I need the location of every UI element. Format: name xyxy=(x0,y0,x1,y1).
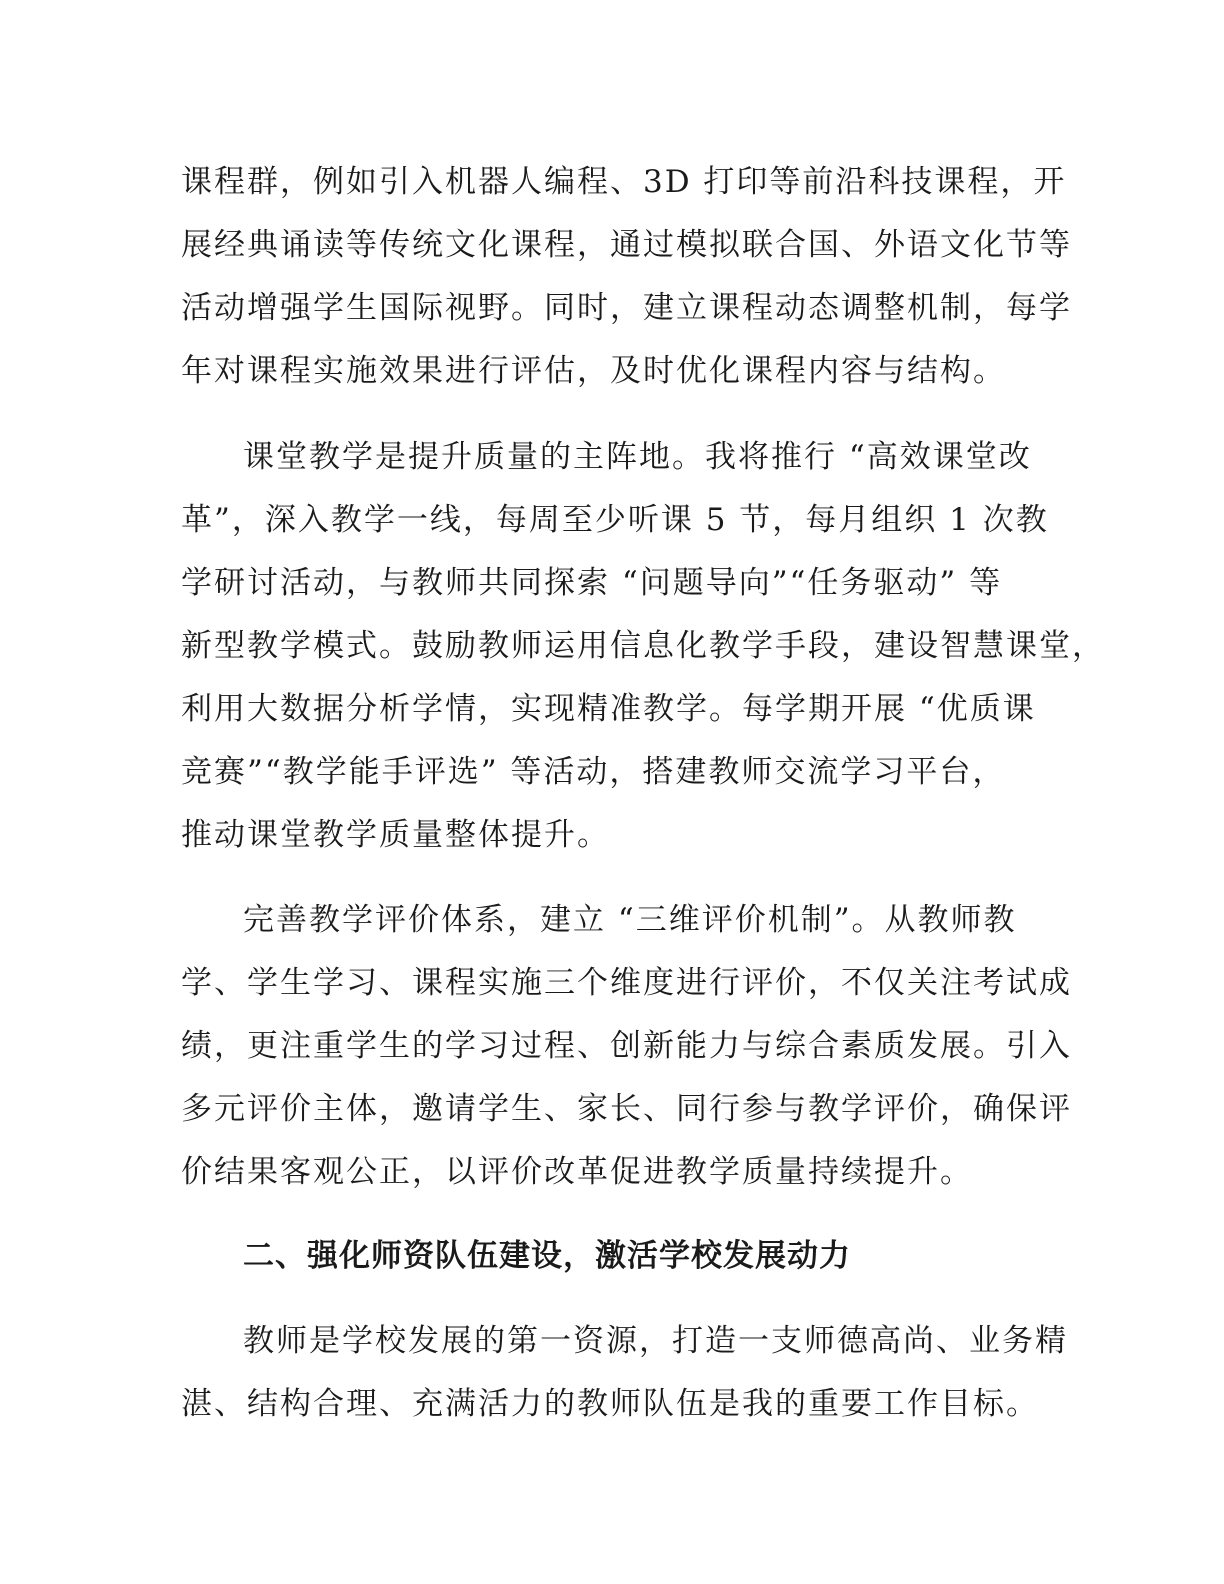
paragraph-line: 活动增强学生国际视野。同时，建立课程动态调整机制，每学 xyxy=(181,290,1072,326)
section-heading: 二、强化师资队伍建设，激活学校发展动力 xyxy=(243,1238,851,1274)
paragraph-line: 湛、结构合理、充满活力的教师队伍是我的重要工作目标。 xyxy=(181,1386,1039,1422)
paragraph-line: 新型教学模式。鼓励教师运用信息化教学手段，建设智慧课堂， xyxy=(181,628,1105,664)
paragraph-line: 多元评价主体，邀请学生、家长、同行参与教学评价，确保评 xyxy=(181,1091,1072,1127)
paragraph-line: 课堂教学是提升质量的主阵地。我将推行 “高效课堂改 xyxy=(243,439,1032,475)
paragraph-line: 竞赛”“教学能手评选” 等活动，搭建教师交流学习平台， xyxy=(181,754,1006,790)
paragraph-line: 学研讨活动，与教师共同探索 “问题导向”“任务驱动” 等 xyxy=(181,565,1003,601)
paragraph-line: 绩，更注重学生的学习过程、创新能力与综合素质发展。引入 xyxy=(181,1028,1072,1064)
paragraph-line: 革”，深入教学一线，每周至少听课 5 节，每月组织 1 次教 xyxy=(181,502,1049,538)
paragraph-line: 价结果客观公正，以评价改革促进教学质量持续提升。 xyxy=(181,1154,973,1190)
paragraph-line: 完善教学评价体系，建立 “三维评价机制”。从教师教 xyxy=(243,902,1017,938)
paragraph-line: 展经典诵读等传统文化课程，通过模拟联合国、外语文化节等 xyxy=(181,227,1072,263)
paragraph-line: 教师是学校发展的第一资源，打造一支师德高尚、业务精 xyxy=(243,1323,1068,1359)
paragraph-line: 年对课程实施效果进行评估，及时优化课程内容与结构。 xyxy=(181,353,1006,389)
paragraph-line: 利用大数据分析学情，实现精准教学。每学期开展 “优质课 xyxy=(181,691,1036,727)
paragraph-line: 推动课堂教学质量整体提升。 xyxy=(181,817,610,853)
paragraph-line: 课程群，例如引入机器人编程、3D 打印等前沿科技课程，开 xyxy=(181,164,1067,200)
paragraph-line: 学、学生学习、课程实施三个维度进行评价，不仅关注考试成 xyxy=(181,965,1072,1001)
